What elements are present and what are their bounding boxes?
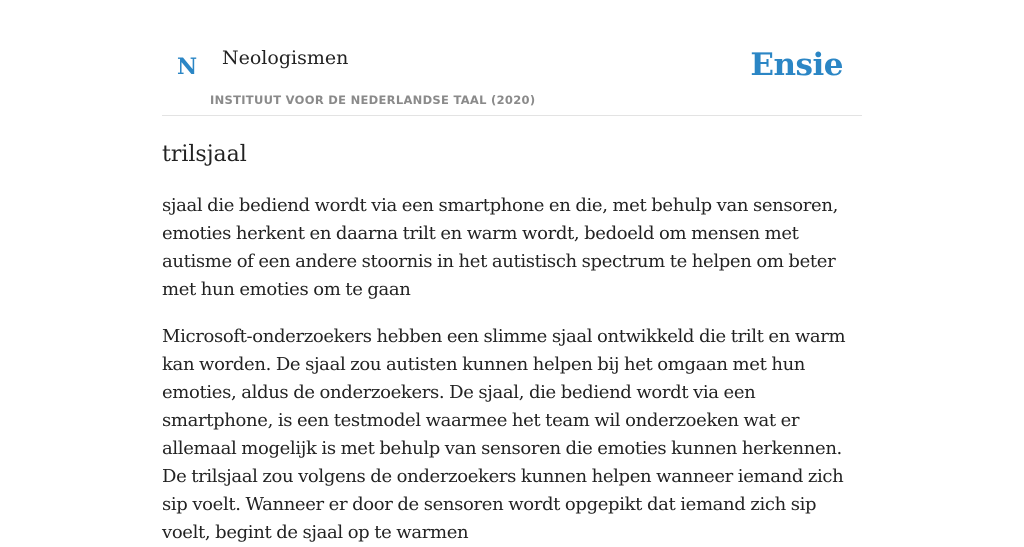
source-initial-badge: N: [177, 54, 198, 80]
entry-example: Microsoft-onderzoekers hebben een slimme sjaal ontwikkeld die trilt en warm kan worden. De sjaal zou autisten kunnen helpen bij het omgaan met hun emoties, aldus de onderzoekers. De sjaal, die bediend wordt via een smartphone, is een testmodel waarmee het team wil onderzoeken wat er allemaal mogelijk is met behulp van sensoren die emoties kunnen herkennen. De trilsjaal zou volgens de onderzoekers kunnen helpen wanneer iemand zich sip voelt. Wanneer er door de sensoren wordt opgepikt dat iemand zich sip voelt, begint de sjaal op te warmen: [162, 326, 846, 543]
source-publisher: INSTITUUT VOOR DE NEDERLANDSE TAAL (2020): [210, 93, 536, 107]
ensie-logo[interactable]: Ensie: [750, 47, 843, 83]
entry-card: [162, 0, 862, 543]
entry-term: trilsjaal: [162, 142, 247, 167]
entry-header: [162, 0, 862, 116]
source-name-link[interactable]: Neologismen: [222, 47, 349, 69]
entry-definition: sjaal die bediend wordt via een smartphone en die, met behulp van sensoren, emoties herkent en daarna trilt en warm wordt, bedoeld om mensen met autisme of een andere stoornis in het autistisch spectrum te helpen om beter met hun emoties om te gaan: [162, 195, 838, 300]
